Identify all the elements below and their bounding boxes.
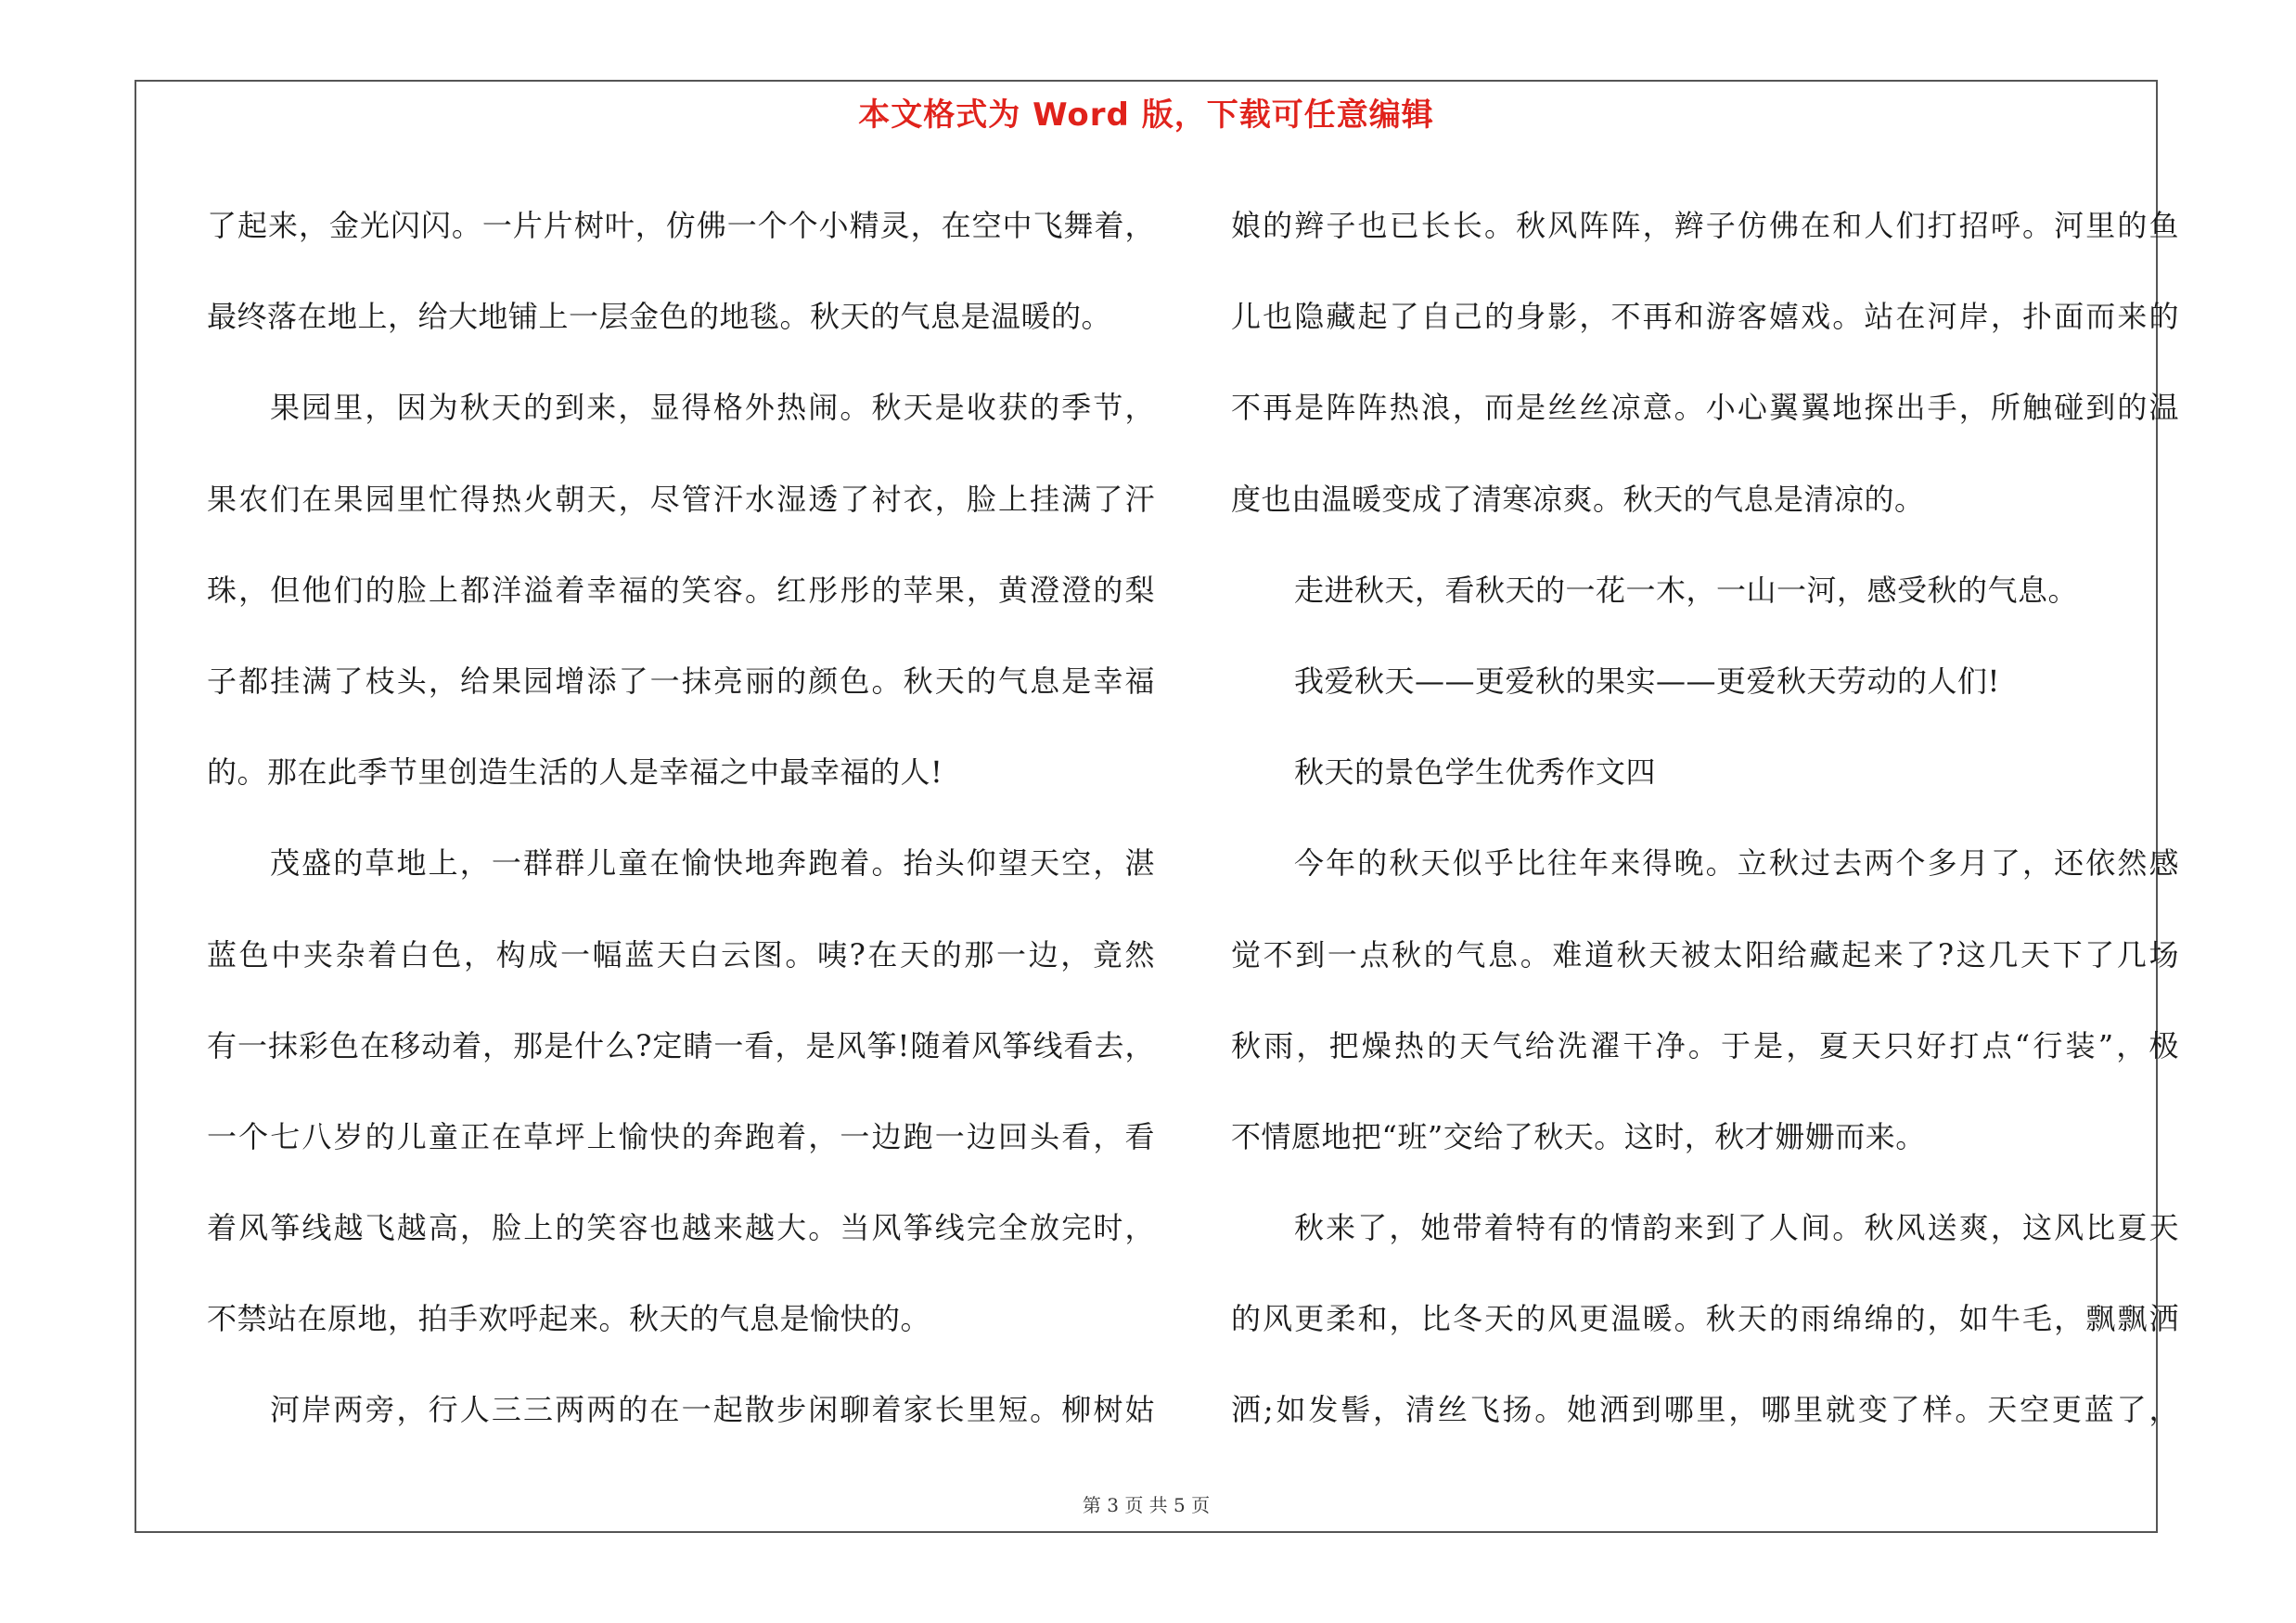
text-line: 的。那在此季节里创造生活的人是幸福之中最幸福的人!	[207, 754, 943, 791]
text-line: 河岸两旁，行人三三两两的在一起散步闲聊着家长里短。柳树姑	[270, 1392, 1155, 1428]
page-number-footer: 第 3 页 共 5 页	[1082, 1494, 1211, 1516]
page-frame	[135, 80, 2179, 1533]
text-line: 走进秋天，看秋天的一花一木，一山一河，感受秋的气息。	[1294, 572, 2079, 608]
text-line: 娘的辫子也已长长。秋风阵阵，辫子仿佛在和人们打招呼。河里的鱼	[1231, 208, 2179, 243]
text-line: 蓝色中夹杂着白色，构成一幅蓝天白云图。咦?在天的那一边，竟然	[207, 936, 1155, 973]
text-line: 不再是阵阵热浪，而是丝丝凉意。小心翼翼地探出手，所触碰到的温	[1231, 390, 2179, 426]
text-line: 果园里，因为秋天的到来，显得格外热闹。秋天是收获的季节，	[270, 390, 1155, 426]
text-line: 了起来，金光闪闪。一片片树叶，仿佛一个个小精灵，在空中飞舞着，	[207, 208, 1155, 243]
text-line: 子都挂满了枝头，给果园增添了一抹亮丽的颜色。秋天的气息是幸福	[207, 663, 1155, 699]
text-line: 我爱秋天——更爱秋的果实——更爱秋天劳动的人们!	[1294, 663, 2000, 699]
text-line: 不禁站在原地，拍手欢呼起来。秋天的气息是愉快的。	[207, 1301, 931, 1337]
text-line: 儿也隐藏起了自己的身影，不再和游客嬉戏。站在河岸，扑面而来的	[1231, 299, 2179, 335]
text-line: 洒;如发髻，清丝飞扬。她洒到哪里，哪里就变了样。天空更蓝了，	[1231, 1392, 2179, 1428]
text-line: 不情愿地把“班”交给了秋天。这时，秋才姗姗而来。	[1231, 1118, 1926, 1154]
text-line: 秋雨，把燥热的天气给洗濯干净。于是，夏天只好打点“行装”，极	[1231, 1027, 2179, 1063]
text-line: 今年的秋天似乎比往年来得晚。立秋过去两个多月了，还依然感	[1294, 845, 2179, 882]
text-line: 最终落在地上，给大地铺上一层金色的地毯。秋天的气息是温暖的。	[207, 299, 1112, 335]
right-column	[1231, 180, 2179, 1456]
text-line: 着风筝线越飞越高，脸上的笑容也越来越大。当风筝线完全放完时，	[207, 1210, 1155, 1246]
left-column	[207, 180, 1155, 1456]
text-line: 珠，但他们的脸上都洋溢着幸福的笑容。红彤彤的苹果，黄澄澄的梨	[207, 572, 1155, 608]
text-line: 茂盛的草地上，一群群儿童在愉快地奔跑着。抬头仰望天空，湛	[270, 845, 1155, 882]
text-line: 一个七八岁的儿童正在草坪上愉快的奔跑着，一边跑一边回头看，看	[207, 1118, 1155, 1154]
text-line: 的风更柔和，比冬天的风更温暖。秋天的雨绵绵的，如牛毛，飘飘洒	[1231, 1301, 2179, 1337]
text-line: 秋天的景色学生优秀作文四	[1294, 754, 1657, 791]
text-line: 觉不到一点秋的气息。难道秋天被太阳给藏起来了?这几天下了几场	[1231, 936, 2179, 973]
format-banner: 本文格式为 Word 版，下载可任意编辑	[858, 97, 1434, 134]
text-line: 有一抹彩色在移动着，那是什么?定睛一看，是风筝!随着风筝线看去，	[207, 1027, 1155, 1063]
text-line: 果农们在果园里忙得热火朝天，尽管汗水湿透了衬衣，脸上挂满了汗	[207, 481, 1155, 517]
text-line: 度也由温暖变成了清寒凉爽。秋天的气息是清凉的。	[1231, 481, 1925, 517]
text-line: 秋来了，她带着特有的情韵来到了人间。秋风送爽，这风比夏天	[1294, 1210, 2179, 1246]
